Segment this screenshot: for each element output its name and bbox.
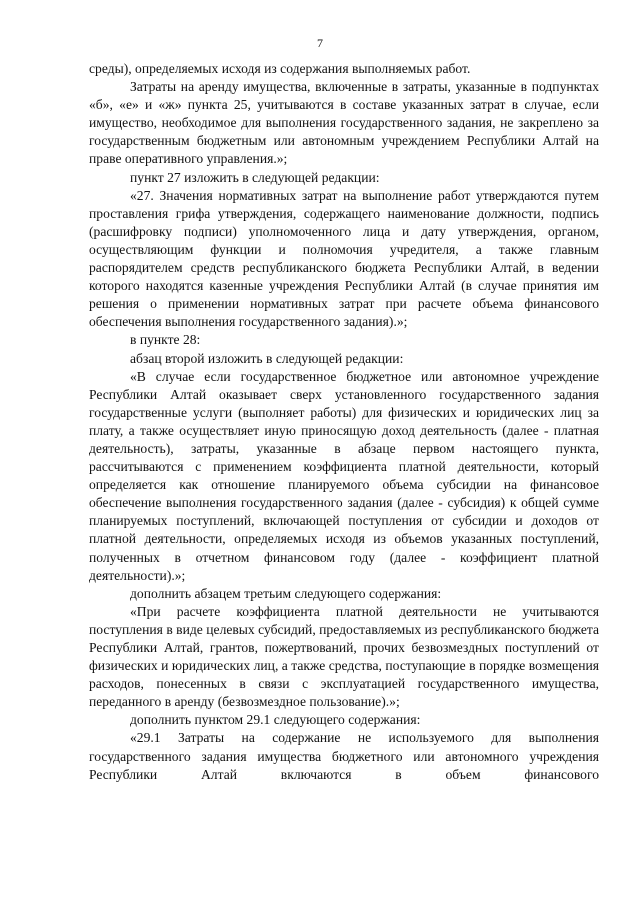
paragraph-5: в пункте 28: <box>130 332 201 348</box>
paragraph-3: пункт 27 изложить в следующей редакции: <box>130 169 380 185</box>
paragraph-6: абзац второй изложить в следующей редакции: <box>130 350 404 366</box>
page-number: 7 <box>317 36 323 50</box>
paragraph-4: «27. Значения нормативных затрат на выполнение работ утверждаются путем проставления грифа утверждения, содержащего наименование должности, подпись (расшифровку подписи) уполномоченного лица и дату утверждения, органом, осуществляющим функции и полномочия учредителя, а также главным распорядителем средств республиканского бюджета Республики Алтай, в ведении которого находятся казенные учреждения Республики Алтай (в случае принятия им решения о применении нормативных затрат при расчете объема финансового обеспечения выполнения государственного задания).»; <box>89 187 599 330</box>
paragraph-2: Затраты на аренду имущества, включенные в затраты, указанные в подпунктах «б», «е» и «ж» пункта 25, учитываются в составе указанных затрат в случае, если имущество, необходимое для выполнения государственного задания, не закреплено за государственным бюджетным или автономным учреждением Республики Алтай на праве оперативного управления.»; <box>89 79 599 167</box>
body-text <box>89 60 599 784</box>
paragraph-10: дополнить пунктом 29.1 следующего содержания: <box>130 712 421 728</box>
paragraph-7: «В случае если государственное бюджетное или автономное учреждение Республики Алтай оказывает сверх установленного государственного задания государственные услуги (выполняет работы) для физических и юридических лиц за плату, а также осуществляет иную приносящую доход деятельность (далее - платная деятельность), затраты, указанные в абзаце первом настоящего пункта, рассчитываются с применением коэффициента платной деятельности, который определяется как отношение планируемого объема субсидии на финансовое обеспечение выполнения государственного задания (далее - субсидия) к общей сумме планируемых поступлений, включающей поступления от субсидии и доходов от платной деятельности, определяемых исходя из объемов указанных поступлений, полученных в отчетном финансовом году (далее - коэффициент платной деятельности).»; <box>89 368 599 583</box>
paragraph-1: среды), определяемых исходя из содержания выполняемых работ. <box>89 61 471 76</box>
paragraph-9: «При расчете коэффициента платной деятельности не учитываются поступления в виде целевых субсидий, предоставляемых из республиканского бюджета Республики Алтай, грантов, пожертвований, прочих безвозмездных поступлений от физических и юридических лиц, а также средства, поступающие в порядке возмещения расходов, понесенных в связи с эксплуатацией государственного имущества, переданного в аренду (безвозмездное пользование).»; <box>89 603 599 710</box>
paragraph-8: дополнить абзацем третьим следующего содержания: <box>130 585 442 601</box>
paragraph-11: «29.1 Затраты на содержание не используемого для выполнения государственного задания имущества бюджетного или автономного учреждения Республики Алтай включаются в объем финансового <box>89 730 599 782</box>
